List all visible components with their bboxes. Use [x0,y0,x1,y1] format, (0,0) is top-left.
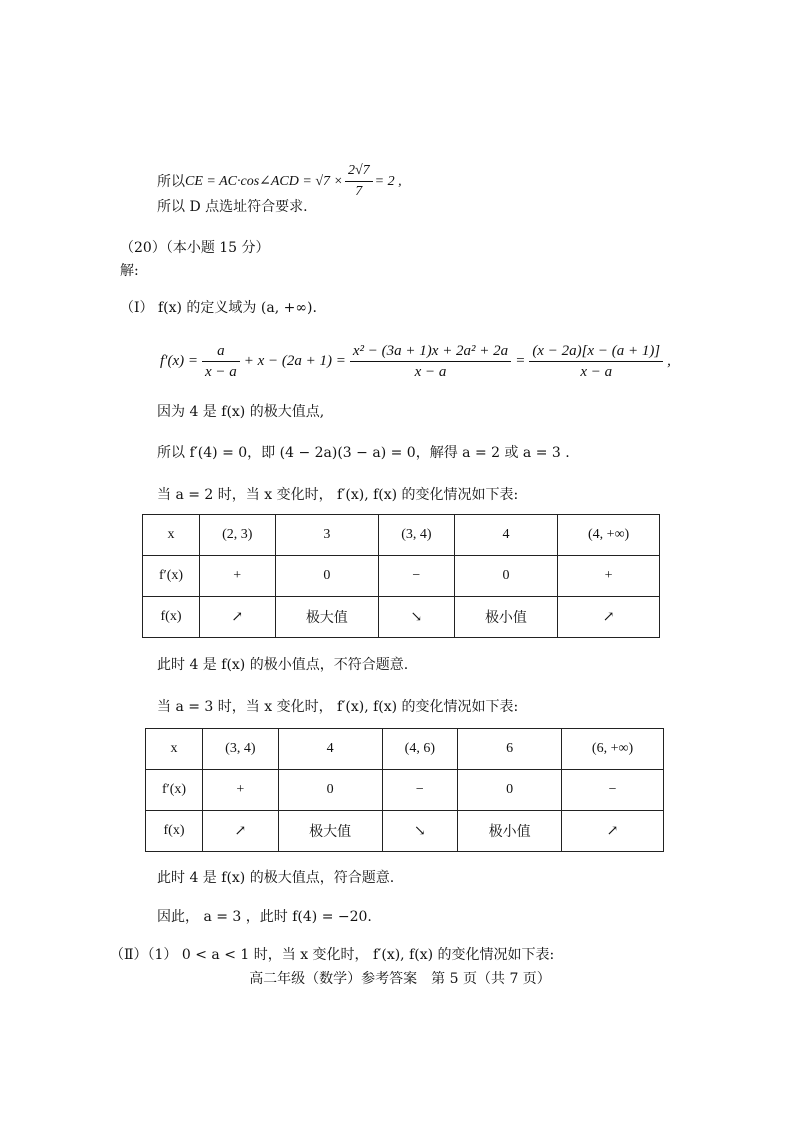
table-cell: 极大值 [275,597,379,638]
table-cell: ↗ [203,811,279,852]
case2-conclusion: 此时 4 是 f(x) 的极大值点，符合题意. [157,870,395,886]
section-heading: （20）（本小题 15 分） [120,240,270,256]
derivative-middle: + x − (2a + 1) = [243,352,346,369]
table-cell: x [143,515,200,556]
table-cell: + [203,770,279,811]
table-cell: 极小值 [458,811,562,852]
table-cell: 0 [458,770,562,811]
table-cell: − [382,770,458,811]
table-cell: 4 [278,729,382,770]
part1-intro: （Ⅰ） f(x) 的定义域为 (a, +∞). [120,300,317,316]
top-line-1-expr: CE = AC·cos∠ACD = √7 × [185,173,343,189]
table-cell: ↗ [200,597,276,638]
derivative-formula [158,336,673,386]
top-line-1 [157,162,402,201]
table-row [143,515,660,556]
so-line: 所以 f′(4) = 0，即 (4 − 2a)(3 − a) = 0，解得 a = 2 或 a = 3 . [157,445,570,461]
fraction-numerator: a [202,342,240,362]
solution-label: 解: [120,263,139,279]
variation-table-2 [145,728,664,852]
table-row [146,770,664,811]
fraction-numerator: 2√7 [345,162,373,182]
table-cell: ↘ [382,811,458,852]
because-line: 因为 4 是 f(x) 的极大值点, [157,404,325,420]
table-cell: (6, +∞) [562,729,664,770]
table-cell: − [379,556,455,597]
table-cell: (3, 4) [379,515,455,556]
table-cell: (4, 6) [382,729,458,770]
therefore-line: 因此， a = 3 ，此时 f(4) = −20. [157,909,372,925]
part2-intro: （Ⅱ）（1） 0 < a < 1 时，当 x 变化时， f′(x), f(x) 的变化情况如下表: [110,947,555,963]
case2-intro: 当 a = 3 时，当 x 变化时， f′(x), f(x) 的变化情况如下表: [157,699,519,715]
table-cell: (3, 4) [203,729,279,770]
table-cell: x [146,729,203,770]
fraction-numerator: x² − (3a + 1)x + 2a² + 2a [350,342,511,362]
table-cell: ↗ [562,811,664,852]
table-cell: 0 [278,770,382,811]
fraction-numerator: (x − 2a)[x − (a + 1)] [529,342,663,362]
derivative-equals: = [515,352,526,369]
table-row [143,556,660,597]
top-line-1-prefix: 所以 [157,173,185,190]
derivative-fraction-1 [202,342,240,381]
table-cell: ↗ [558,597,660,638]
table-row [146,811,664,852]
top-line-1-fraction [345,162,373,201]
table-cell: + [200,556,276,597]
table-row [143,597,660,638]
derivative-fraction-2 [350,342,511,381]
table-cell: 极大值 [278,811,382,852]
table-cell: − [562,770,664,811]
fraction-denominator: x − a [204,363,237,380]
table-cell: 极小值 [454,597,558,638]
table-cell: f′(x) [143,556,200,597]
table-cell: 3 [275,515,379,556]
table-cell: f′(x) [146,770,203,811]
table-cell: (4, +∞) [558,515,660,556]
fraction-denominator: x − a [580,363,613,380]
case1-intro: 当 a = 2 时，当 x 变化时， f′(x), f(x) 的变化情况如下表: [157,487,519,503]
table-cell: 4 [454,515,558,556]
fraction-denominator: 7 [355,184,363,199]
derivative-end: , [667,352,671,369]
table-cell: f(x) [146,811,203,852]
case1-conclusion: 此时 4 是 f(x) 的极小值点，不符合题意. [157,657,409,673]
table-cell: ↘ [379,597,455,638]
table-cell: + [558,556,660,597]
variation-table-1 [142,514,660,638]
page-footer: 高二年级（数学）参考答案 第 5 页（共 7 页） [249,971,551,987]
fraction-denominator: x − a [414,363,447,380]
table-row [146,729,664,770]
table-cell: 0 [454,556,558,597]
derivative-fraction-3 [529,342,663,381]
table-cell: (2, 3) [200,515,276,556]
top-line-2: 所以 D 点选址符合要求. [157,199,308,215]
table-cell: 6 [458,729,562,770]
top-line-1-suffix: = 2 , [374,173,402,189]
table-cell: 0 [275,556,379,597]
derivative-lhs: f′(x) = [160,352,198,369]
table-cell: f(x) [143,597,200,638]
